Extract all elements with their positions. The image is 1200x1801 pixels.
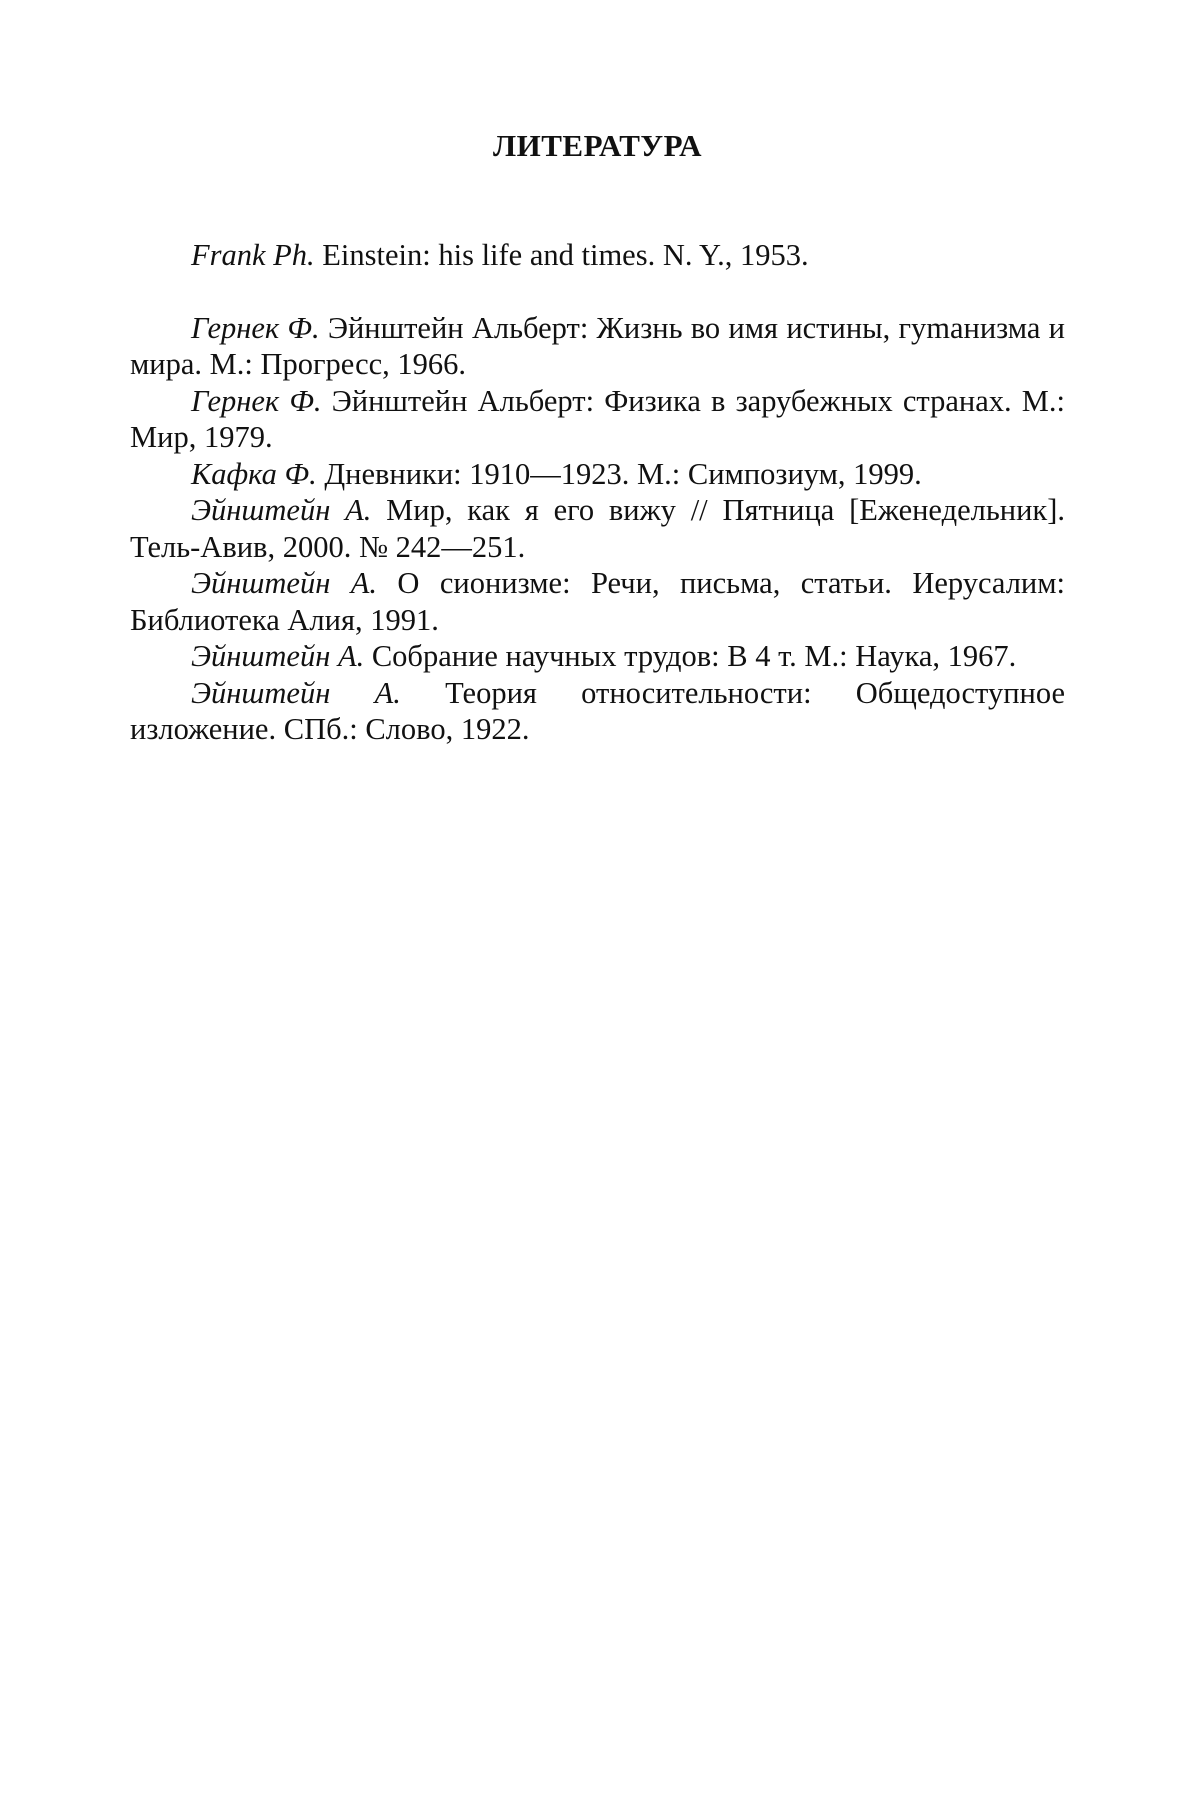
- reference-author: Кафка Ф.: [191, 456, 317, 491]
- reference-author: Frank Ph.: [191, 238, 315, 272]
- reference-author: Эйнштейн А.: [191, 566, 377, 600]
- reference-text: Мир, как я его вижу // Пятница [Еженедельник]. Тель-Авив, 2000. № 242—251.: [130, 493, 1065, 564]
- reference-item: [130, 310, 1065, 383]
- reference-author: Эйнштейн А.: [191, 639, 365, 673]
- reference-text: Эйнштейн Альберт: Физика в зарубежных странах. М.: Мир, 1979.: [130, 383, 1065, 454]
- reference-author: Эйнштейн А.: [191, 675, 401, 710]
- reference-list: [130, 237, 1065, 748]
- reference-item: [130, 492, 1065, 565]
- reference-text: Теория относительности: Общедоступное изложение. СПб.: Слово, 1922.: [130, 675, 1065, 746]
- reference-author: Эйнштейн А.: [191, 493, 372, 527]
- reference-text: Einstein: his life and times. N. Y., 1953.: [322, 238, 809, 272]
- page-title: ЛИТЕРАТУРА: [493, 128, 702, 163]
- reference-text: Эйнштейн Альберт: Жизнь во имя истины, гуmанизма и мира. М.: Прогресс, 1966.: [130, 310, 1065, 381]
- reference-author: Гернек Ф.: [191, 383, 322, 418]
- reference-item: [130, 237, 1065, 274]
- reference-item: [130, 456, 1065, 493]
- reference-text: Дневники: 1910—1923. М.: Симпозиум, 1999.: [324, 456, 922, 491]
- reference-item: [130, 638, 1065, 675]
- reference-text: О сионизме: Речи, письма, статьи. Иерусалим: Библиотека Алия, 1991.: [130, 566, 1066, 637]
- reference-text: Собрание научных трудов: В 4 т. М.: Наука, 1967.: [371, 639, 1017, 673]
- reference-item: [130, 383, 1065, 456]
- reference-author: Гернек Ф.: [191, 310, 320, 345]
- reference-item: [130, 675, 1065, 748]
- reference-item: [130, 565, 1065, 638]
